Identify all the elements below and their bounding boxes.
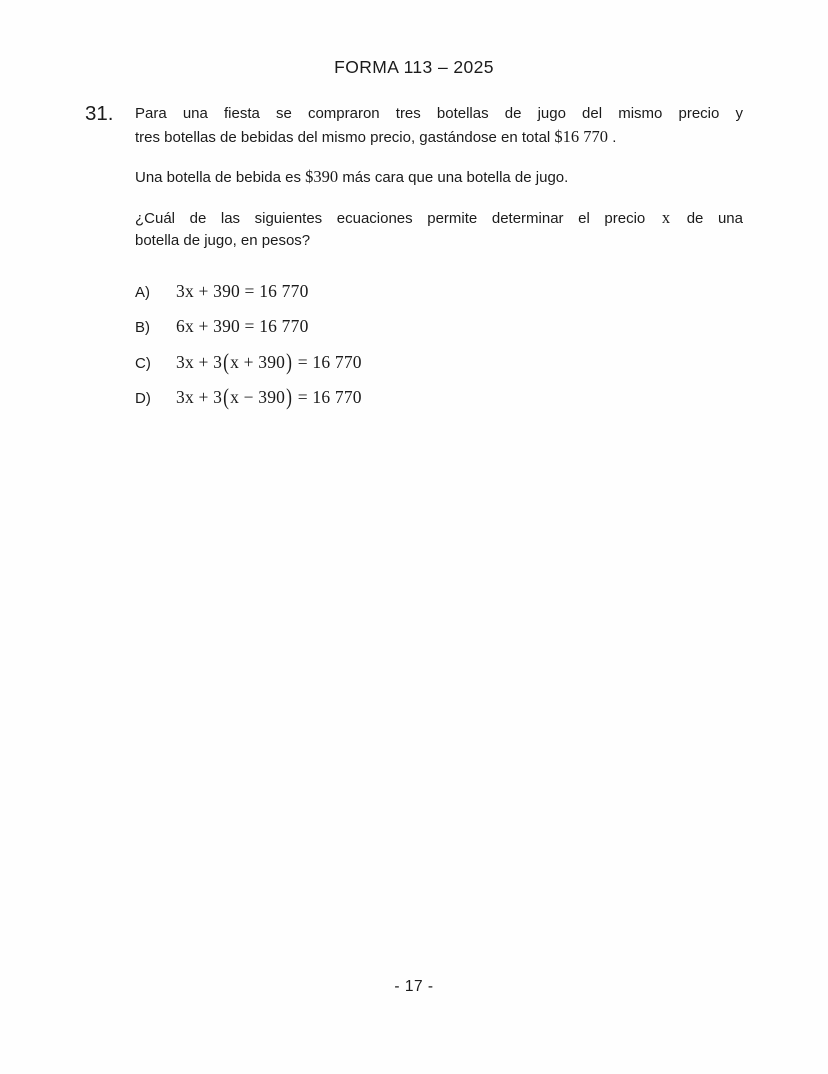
option-a [135, 280, 743, 305]
prompt-line-1-text: ¿Cuál de las siguientes ecuaciones permite determinar el precio [135, 209, 646, 227]
option-c-label: C) [135, 354, 151, 372]
paragraph-2-text-after: más cara que una botella de jugo. [342, 169, 569, 186]
option-b-equation: 6x + 390 = 16 770 [176, 316, 309, 336]
statement-line-2-period: . [612, 128, 617, 146]
question-prompt [135, 207, 743, 253]
option-c [135, 347, 743, 376]
option-c-equation: 3x + 3(x + 390) = 16 770 [176, 347, 362, 375]
form-title: FORMA 113 – 2025 [334, 57, 494, 77]
option-b-label: B) [135, 319, 150, 336]
page-number: - 17 - [394, 978, 434, 995]
statement-line-1: Para una fiesta se compraron tres botellas de jugo del mismo precio y [135, 105, 743, 122]
statement-line-2-text: tres botellas de bebidas del mismo precio, gastándose en total [135, 128, 551, 146]
statement-line-2 [135, 126, 743, 150]
option-a-label: A) [135, 283, 150, 301]
paragraph-2-text-before: Una botella de bebida es [135, 169, 301, 186]
option-d [135, 383, 743, 411]
question-31 [85, 103, 743, 422]
prompt-line-2: botella de jugo, en pesos? [135, 232, 311, 249]
statement-paragraph-1 [135, 103, 743, 149]
difference-amount: $390 [305, 167, 339, 186]
prompt-line-1 [135, 207, 743, 231]
variable-x: x [661, 207, 671, 227]
option-b [135, 315, 743, 340]
question-body [135, 103, 743, 411]
option-a-equation: 3x + 390 = 16 770 [176, 280, 309, 301]
option-d-equation: 3x + 3(x − 390) = 16 770 [176, 383, 362, 410]
page-header [0, 57, 828, 78]
option-d-label: D) [135, 390, 151, 407]
options-list [135, 280, 743, 411]
statement-paragraph-2 [135, 166, 743, 190]
total-amount: $16 770 [554, 126, 609, 146]
prompt-line-1-end: de una [686, 209, 743, 227]
page-footer [0, 978, 828, 996]
question-number: 31. [85, 102, 114, 125]
